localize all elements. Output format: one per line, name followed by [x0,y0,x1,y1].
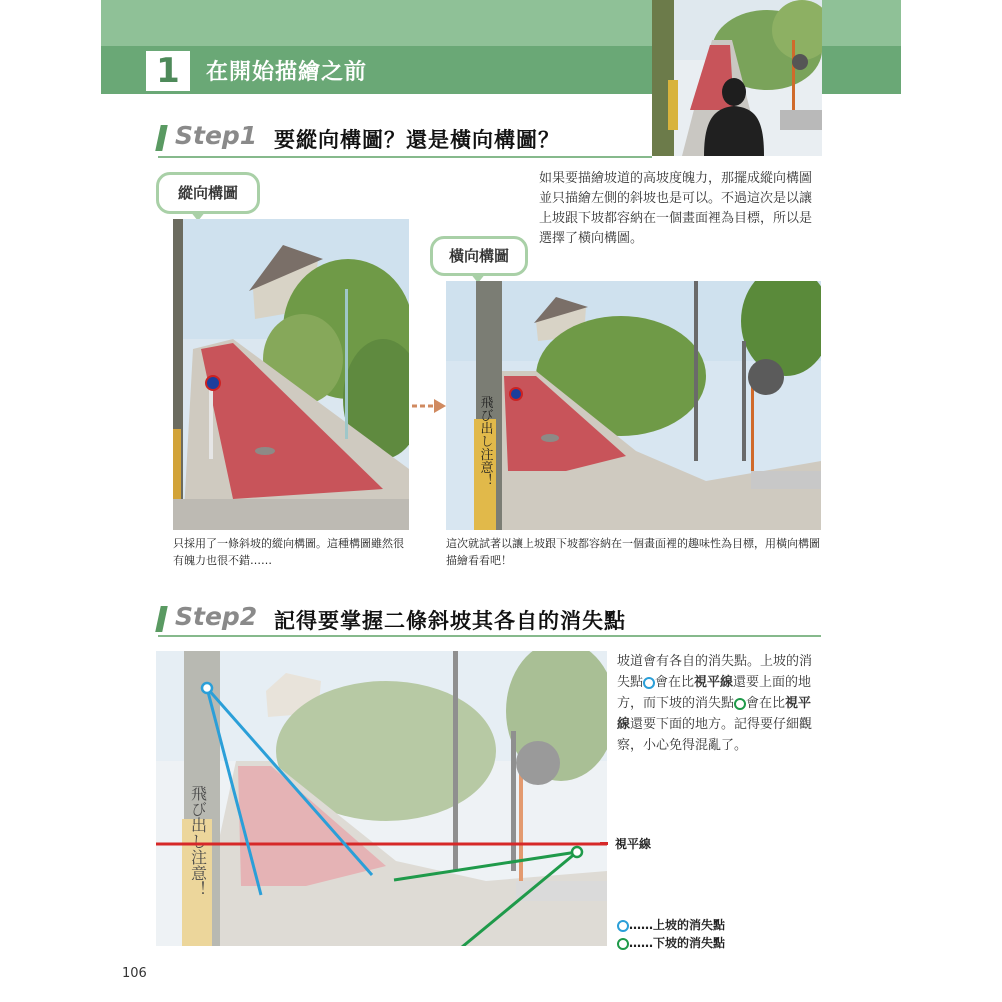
uphill-legend-icon [617,920,629,932]
vertical-composition-photo [173,219,409,530]
horizon-label: 視平線 [615,837,652,851]
downhill-legend-icon [617,938,629,950]
chapter-number: 1 [146,51,190,91]
legend-uphill-label: 上坡的消失點 [653,918,726,932]
body-part-4: 還要上面的地方，而下坡的消失點 [617,675,812,711]
step2-label: Step2 [175,602,258,631]
body-part-1: 坡道會有各自的消失點。上坡的消失點 [617,654,813,690]
step1-title: 要縱向構圖？還是橫向構圖？ [274,128,560,152]
warning-sign-text: 飛び出し注意！ [477,395,493,487]
vanishing-point-photo [156,651,607,946]
horizontal-composition-photo [446,281,821,530]
horizon-line-extension [600,842,608,845]
body-part-5: 會在比 [746,696,786,711]
top-photo [652,0,822,156]
uphill-point-icon [643,677,655,689]
chapter-title: 在開始描繪之前 [206,60,368,85]
warning-sign-text-2: 飛び出し注意！ [188,785,208,897]
body-part-7: 還要下面的地方。記得要仔細觀察，小心免得混亂了。 [617,717,813,753]
dashed-arrow [412,396,446,420]
legend-downhill-dots: …… [629,936,653,950]
step2-rule [158,635,821,637]
bubble-horizontal: 橫向構圖 [430,236,528,276]
step1-body: 如果要描繪坡道的高坡度魄力，那擺成縱向構圖並只描繪左側的斜坡也是可以。不過這次是以讓上坡跟下坡都容納在一個畫面裡為目標，所以是選擇了橫向構圖。 [539,171,813,246]
legend-downhill-label: 下坡的消失點 [653,936,726,950]
body-part-6: 視平線 [617,696,812,732]
step2-title: 記得要掌握二條斜坡其各自的消失點 [274,609,626,633]
step2-body [617,651,821,756]
body-part-2: 會在比 [655,675,695,690]
caption-vertical: 只採用了一條斜坡的縱向構圖。這種構圖雖然很有魄力也很不錯…… [173,537,404,567]
bubble-vertical: 縱向構圖 [156,172,260,214]
downhill-point-icon [734,698,746,710]
legend-uphill-dots: …… [629,918,653,932]
step1-label: Step1 [175,121,258,150]
caption-horizontal: 這次就試著以讓上坡跟下坡都容納在一個畫面裡的趣味性為目標，用橫向構圖描繪看看吧！ [446,537,820,567]
step1-accent-bar [155,125,168,151]
legend-downhill [617,934,725,951]
body-part-3: 視平線 [694,675,734,690]
step2-accent-bar [155,606,168,632]
page-number: 106 [122,966,147,981]
step1-rule [158,156,652,158]
legend-uphill [617,916,725,933]
